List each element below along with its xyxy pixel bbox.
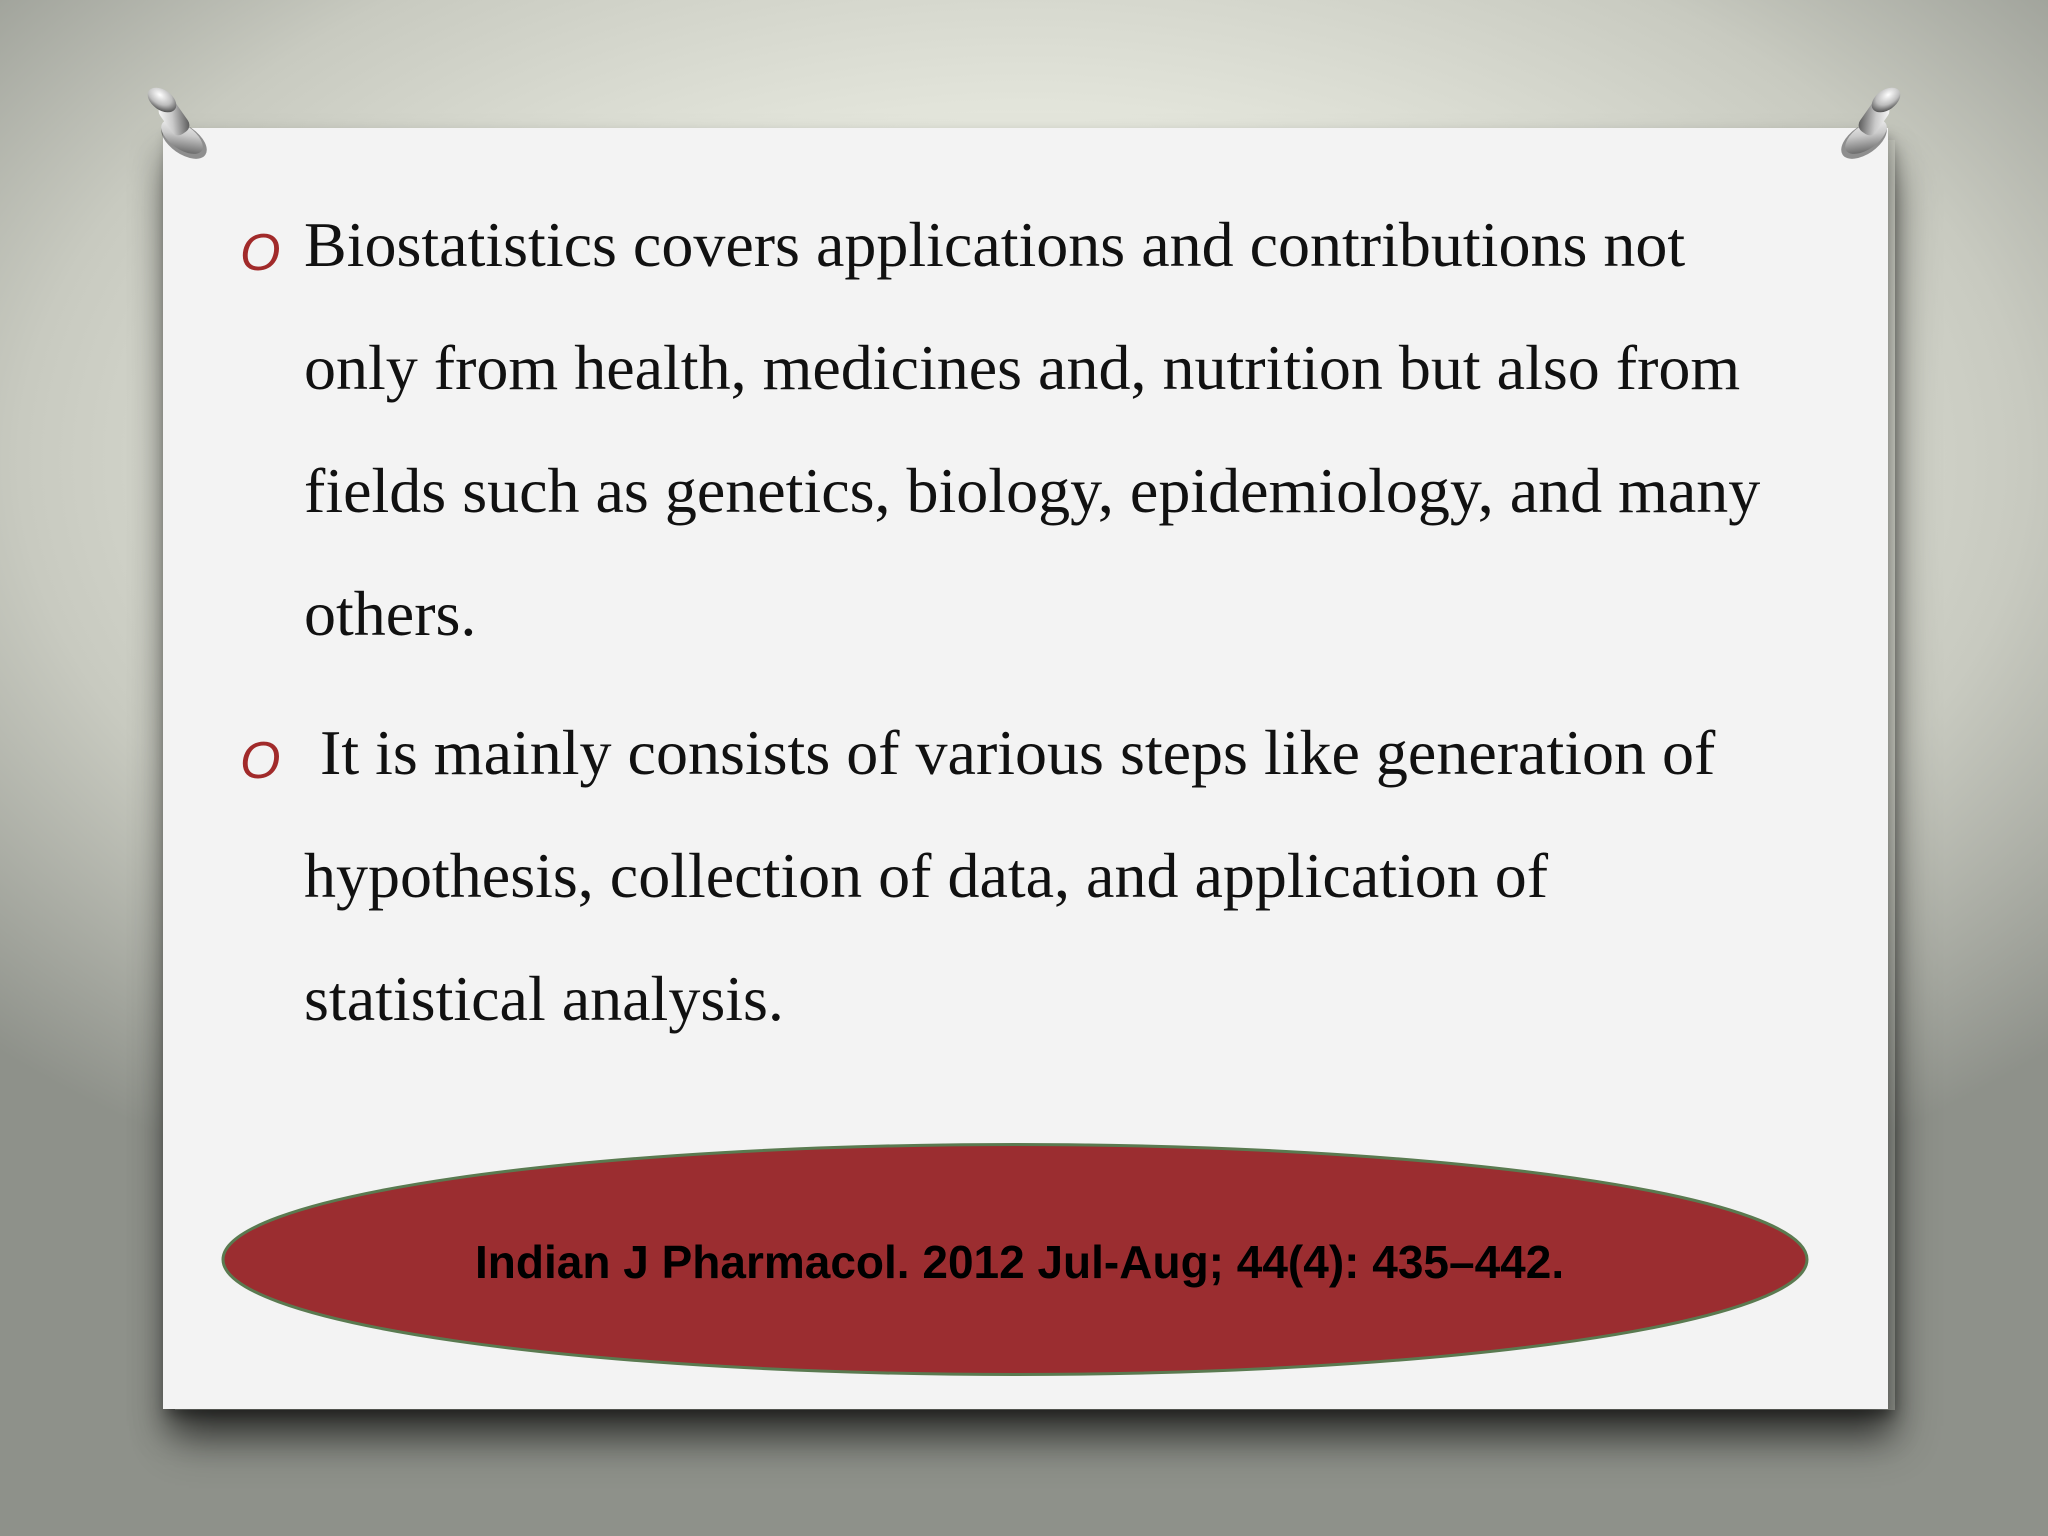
bullet-marker: O — [240, 224, 281, 282]
pushpin-icon — [1830, 82, 1910, 172]
bullet-item — [240, 205, 1800, 675]
bullet-text: Biostatistics covers applications and contributions not only from health, medicines and, nutrition but also from fields such as genetics, biology, epidemiology, and many others. — [304, 209, 1777, 649]
bullet-item — [240, 713, 1800, 1060]
bullet-text: It is mainly consists of various steps like generation of hypothesis, collection of data, and application of statistical analysis. — [304, 717, 1732, 1034]
bullet-marker: O — [240, 732, 281, 790]
citation-text: Indian J Pharmacol. 2012 Jul-Aug; 44(4): 435–442. — [475, 1236, 1565, 1288]
pushpin-icon — [138, 82, 218, 172]
